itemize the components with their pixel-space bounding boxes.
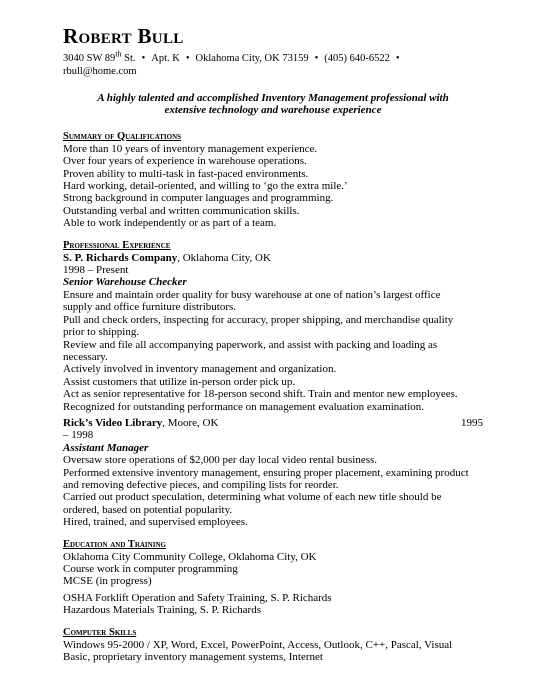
bullet-separator: • <box>314 53 319 64</box>
bullet-separator: • <box>185 53 190 64</box>
experience-heading: Professional Experience <box>63 239 171 251</box>
job-line: Carried out product speculation, determining what volume of each new title should be <box>63 491 442 504</box>
education-line: Course work in computer programming <box>63 563 238 575</box>
education-section <box>63 539 483 617</box>
summary-section <box>63 131 483 230</box>
job-line: Hired, trained, and supervised employees. <box>63 516 248 529</box>
job-entry <box>63 252 483 413</box>
bullet-separator: • <box>141 53 146 64</box>
job-dates-end: – 1998 <box>63 429 94 442</box>
address-apt: Apt. K <box>151 53 180 64</box>
education-line: MCSE (in progress) <box>63 575 152 588</box>
summary-item: Hard working, detail-oriented, and willing to ‘go the extra mile.’ <box>63 180 348 193</box>
resume-page <box>63 24 483 673</box>
job-header <box>63 417 483 429</box>
summary-item: Proven ability to multi-task in fast-paced environments. <box>63 167 309 180</box>
job-dates: 1998 – Present <box>63 264 129 277</box>
job-line: prior to shipping. <box>63 326 140 339</box>
job-entry <box>63 417 483 529</box>
job-role: Assistant Manager <box>63 441 149 454</box>
summary-item: Outstanding verbal and written communication skills. <box>63 204 300 217</box>
summary-item: Over four years of experience in warehouse operations. <box>63 155 307 168</box>
job-line: Assist customers that utilize in-person order pick up. <box>63 375 296 388</box>
summary-item: More than 10 years of inventory management experience. <box>63 142 318 155</box>
skills-line: Windows 95-2000 / XP, Word, Excel, PowerPoint, Access, Outlook, C++, Pascal, Visual <box>63 638 453 651</box>
objective-statement <box>63 92 483 117</box>
address-city: Oklahoma City, OK 73159 <box>195 53 309 64</box>
job-line: Performed extensive inventory management, ensuring proper placement, examining product <box>63 466 469 479</box>
job-header <box>63 252 483 264</box>
employer-location: , Moore, OK <box>162 416 219 429</box>
job-dates-start: 1995 <box>461 416 483 429</box>
bullet-separator: • <box>395 53 400 64</box>
education-line: Oklahoma City Community College, Oklahoma City, OK <box>63 550 317 563</box>
summary-item: Strong background in computer languages and programming. <box>63 192 334 205</box>
education-heading: Education and Training <box>63 538 166 550</box>
job-line: Pull and check orders, inspecting for accuracy, proper shipping, and merchandise quality <box>63 313 454 326</box>
objective-line: A highly talented and accomplished Inventory Management professional with <box>97 92 449 104</box>
name-text: Robert Bull <box>63 24 184 48</box>
job-line: supply and office furniture distributors. <box>63 301 237 314</box>
job-line: and removing defective pieces, and compiling lists for reorder. <box>63 478 339 491</box>
job-line: ordered, based on potential popularity. <box>63 503 233 516</box>
skills-heading: Computer Skills <box>63 626 137 638</box>
objective-line: extensive technology and warehouse experience <box>164 104 382 117</box>
employer-location: , Oklahoma City, OK <box>177 251 271 264</box>
employer-name: Rick’s Video Library <box>63 416 163 429</box>
job-line: Actively involved in inventory management and organization. <box>63 363 337 376</box>
address-street: 3040 SW 89th St. <box>63 49 136 64</box>
experience-section <box>63 240 483 529</box>
job-role: Senior Warehouse Checker <box>63 276 187 289</box>
summary-heading: Summary of Qualifications <box>63 130 182 142</box>
training-line: OSHA Forklift Operation and Safety Training, S. P. Richards <box>63 591 332 604</box>
skills-line: Basic, proprietary inventory management systems, Internet <box>63 651 323 664</box>
contact-info <box>63 49 483 78</box>
summary-item: Able to work independently or as part of a team. <box>63 217 277 230</box>
job-line: Ensure and maintain order quality for busy warehouse at one of nation’s largest office <box>63 288 441 301</box>
job-line: necessary. <box>63 350 108 363</box>
training-line: Hazardous Materials Training, S. P. Richards <box>63 604 261 617</box>
job-line: Oversaw store operations of $2,000 per day local video rental business. <box>63 454 378 467</box>
email-address: rbull@home.com <box>63 66 137 77</box>
employer-name: S. P. Richards Company <box>63 251 178 264</box>
phone-number: (405) 640-6522 <box>324 53 390 64</box>
job-line: Recognized for outstanding performance on management evaluation examination. <box>63 400 425 413</box>
skills-section <box>63 627 483 664</box>
job-line: Act as senior representative for 18-person second shift. Train and mentor new employees. <box>63 388 458 401</box>
job-line: Review and file all accompanying paperwork, and assist with packing and loading as <box>63 338 438 351</box>
resume-name <box>63 24 483 48</box>
